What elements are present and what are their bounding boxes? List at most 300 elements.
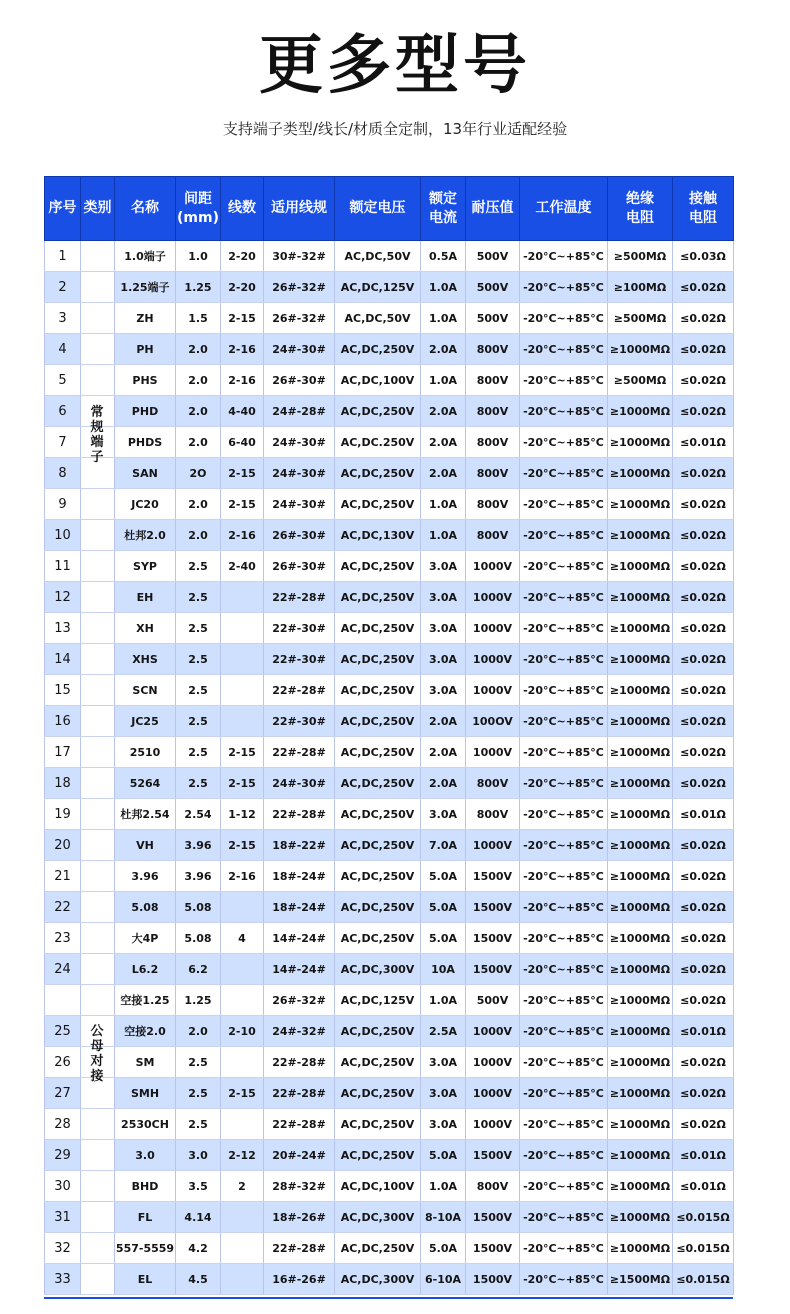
cell-category (81, 365, 115, 396)
cell-wires: 2-15 (221, 1078, 264, 1109)
cell-no: 9 (45, 489, 81, 520)
cell-insulation-resistance: ≥1000MΩ (608, 520, 673, 551)
cell-pitch: 3.96 (176, 830, 221, 861)
cell-operating-temp: -20°C~+85°C (520, 768, 608, 799)
cell-wire-gauge: 22#-28# (264, 1078, 335, 1109)
cell-contact-resistance: ≤0.01Ω (673, 1016, 734, 1047)
cell-rated-current: 5.0A (421, 1140, 466, 1171)
cell-rated-current: 8-10A (421, 1202, 466, 1233)
cell-no: 20 (45, 830, 81, 861)
cell-no: 11 (45, 551, 81, 582)
cell-rated-current: 2.0A (421, 706, 466, 737)
cell-contact-resistance: ≤0.02Ω (673, 613, 734, 644)
cell-contact-resistance: ≤0.02Ω (673, 768, 734, 799)
cell-wire-gauge: 24#-28# (264, 396, 335, 427)
table-row (45, 706, 734, 737)
cell-contact-resistance: ≤0.02Ω (673, 1109, 734, 1140)
cell-no: 25 (45, 1016, 81, 1047)
cell-withstand-voltage: 1000V (466, 1109, 520, 1140)
cell-no: 4 (45, 334, 81, 365)
cell-rated-current: 1.0A (421, 1171, 466, 1202)
cell-operating-temp: -20°C~+85°C (520, 427, 608, 458)
cell-wire-gauge: 24#-30# (264, 768, 335, 799)
cell-withstand-voltage: 800V (466, 427, 520, 458)
header-withstand-voltage: 耐压值 (466, 177, 520, 241)
cell-operating-temp: -20°C~+85°C (520, 1109, 608, 1140)
cell-withstand-voltage: 1000V (466, 1078, 520, 1109)
cell-withstand-voltage: 800V (466, 396, 520, 427)
cell-no: 28 (45, 1109, 81, 1140)
cell-category (81, 954, 115, 985)
cell-name: JC20 (115, 489, 176, 520)
cell-rated-voltage: AC,DC,250V (335, 1078, 421, 1109)
cell-rated-voltage: AC,DC,250V (335, 1047, 421, 1078)
cell-insulation-resistance: ≥1000MΩ (608, 582, 673, 613)
cell-wire-gauge: 22#-28# (264, 582, 335, 613)
cell-wires: 2-20 (221, 272, 264, 303)
cell-rated-current: 10A (421, 954, 466, 985)
cell-wires: 2-40 (221, 551, 264, 582)
cell-insulation-resistance: ≥1500MΩ (608, 1264, 673, 1295)
cell-pitch: 2.5 (176, 1078, 221, 1109)
cell-no: 16 (45, 706, 81, 737)
cell-operating-temp: -20°C~+85°C (520, 334, 608, 365)
cell-wire-gauge: 22#-28# (264, 1047, 335, 1078)
cell-category (81, 1233, 115, 1264)
cell-category (81, 985, 115, 1016)
cell-pitch: 5.08 (176, 923, 221, 954)
cell-name: 2510 (115, 737, 176, 768)
cell-operating-temp: -20°C~+85°C (520, 954, 608, 985)
cell-wires (221, 892, 264, 923)
header-rated-voltage: 额定电压 (335, 177, 421, 241)
cell-rated-voltage: AC,DC,50V (335, 303, 421, 334)
cell-contact-resistance: ≤0.02Ω (673, 489, 734, 520)
cell-withstand-voltage: 800V (466, 1171, 520, 1202)
cell-name: 1.0端子 (115, 241, 176, 272)
cell-wires: 2-15 (221, 768, 264, 799)
cell-pitch: 6.2 (176, 954, 221, 985)
cell-rated-current: 2.0A (421, 768, 466, 799)
cell-rated-voltage: AC,DC,250V (335, 334, 421, 365)
cell-rated-current: 5.0A (421, 923, 466, 954)
cell-rated-current: 5.0A (421, 892, 466, 923)
cell-operating-temp: -20°C~+85°C (520, 303, 608, 334)
cell-withstand-voltage: 500V (466, 303, 520, 334)
cell-contact-resistance: ≤0.015Ω (673, 1233, 734, 1264)
cell-rated-current: 2.0A (421, 458, 466, 489)
cell-rated-current: 3.0A (421, 644, 466, 675)
cell-contact-resistance: ≤0.01Ω (673, 1140, 734, 1171)
table-row (45, 427, 734, 458)
cell-contact-resistance: ≤0.02Ω (673, 706, 734, 737)
cell-category (81, 706, 115, 737)
cell-operating-temp: -20°C~+85°C (520, 799, 608, 830)
cell-wires (221, 582, 264, 613)
cell-name: PHDS (115, 427, 176, 458)
cell-rated-current: 3.0A (421, 799, 466, 830)
cell-contact-resistance: ≤0.02Ω (673, 334, 734, 365)
cell-operating-temp: -20°C~+85°C (520, 830, 608, 861)
cell-name: 3.0 (115, 1140, 176, 1171)
cell-rated-voltage: AC,DC,50V (335, 241, 421, 272)
cell-wire-gauge: 22#-28# (264, 799, 335, 830)
cell-rated-current: 7.0A (421, 830, 466, 861)
cell-rated-current: 3.0A (421, 582, 466, 613)
cell-no: 12 (45, 582, 81, 613)
cell-pitch: 2.5 (176, 613, 221, 644)
cell-contact-resistance: ≤0.02Ω (673, 1078, 734, 1109)
cell-operating-temp: -20°C~+85°C (520, 737, 608, 768)
table-row (45, 241, 734, 272)
cell-no: 10 (45, 520, 81, 551)
cell-rated-voltage: AC,DC,100V (335, 1171, 421, 1202)
cell-insulation-resistance: ≥1000MΩ (608, 675, 673, 706)
cell-wire-gauge: 14#-24# (264, 923, 335, 954)
cell-insulation-resistance: ≥1000MΩ (608, 644, 673, 675)
cell-insulation-resistance: ≥1000MΩ (608, 613, 673, 644)
cell-wires (221, 644, 264, 675)
cell-insulation-resistance: ≥1000MΩ (608, 427, 673, 458)
cell-rated-current: 2.0A (421, 737, 466, 768)
cell-pitch: 3.0 (176, 1140, 221, 1171)
cell-name: 5.08 (115, 892, 176, 923)
cell-category (81, 1264, 115, 1295)
cell-withstand-voltage: 1000V (466, 613, 520, 644)
cell-withstand-voltage: 800V (466, 489, 520, 520)
cell-pitch: 4.5 (176, 1264, 221, 1295)
cell-operating-temp: -20°C~+85°C (520, 892, 608, 923)
cell-rated-current: 2.0A (421, 427, 466, 458)
cell-insulation-resistance: ≥1000MΩ (608, 551, 673, 582)
cell-operating-temp: -20°C~+85°C (520, 582, 608, 613)
cell-contact-resistance: ≤0.02Ω (673, 551, 734, 582)
cell-no: 24 (45, 954, 81, 985)
cell-rated-current: 3.0A (421, 1078, 466, 1109)
cell-no: 22 (45, 892, 81, 923)
cell-withstand-voltage: 1500V (466, 1202, 520, 1233)
cell-wires: 2-15 (221, 303, 264, 334)
cell-wires (221, 1202, 264, 1233)
cell-withstand-voltage: 1500V (466, 892, 520, 923)
cell-name: XHS (115, 644, 176, 675)
header-category: 类别 (81, 177, 115, 241)
cell-withstand-voltage: 800V (466, 520, 520, 551)
cell-pitch: 1.25 (176, 272, 221, 303)
table-row (45, 613, 734, 644)
cell-pitch: 3.5 (176, 1171, 221, 1202)
cell-contact-resistance: ≤0.02Ω (673, 644, 734, 675)
cell-rated-current: 5.0A (421, 1233, 466, 1264)
cell-category (81, 489, 115, 520)
table-row (45, 768, 734, 799)
cell-no: 30 (45, 1171, 81, 1202)
cell-rated-voltage: AC,DC,250V (335, 1140, 421, 1171)
cell-withstand-voltage: 1500V (466, 1233, 520, 1264)
cell-insulation-resistance: ≥1000MΩ (608, 1171, 673, 1202)
cell-category (81, 644, 115, 675)
table-row (45, 582, 734, 613)
cell-rated-current: 2.5A (421, 1016, 466, 1047)
cell-withstand-voltage: 500V (466, 985, 520, 1016)
table-row (45, 1264, 734, 1295)
cell-rated-current: 1.0A (421, 303, 466, 334)
header-insulation-resistance: 绝缘 电阻 (608, 177, 673, 241)
cell-operating-temp: -20°C~+85°C (520, 923, 608, 954)
cell-rated-voltage: AC,DC,250V (335, 768, 421, 799)
cell-rated-voltage: AC,DC,250V (335, 1233, 421, 1264)
cell-name: EH (115, 582, 176, 613)
cell-category (81, 737, 115, 768)
cell-name: FL (115, 1202, 176, 1233)
cell-category (81, 892, 115, 923)
cell-wire-gauge: 26#-32# (264, 985, 335, 1016)
cell-no: 17 (45, 737, 81, 768)
cell-contact-resistance: ≤0.02Ω (673, 396, 734, 427)
cell-operating-temp: -20°C~+85°C (520, 613, 608, 644)
page-subtitle: 支持端子类型/线长/材质全定制，13年行业适配经验 (222, 120, 568, 138)
cell-category (81, 1109, 115, 1140)
cell-no: 2 (45, 272, 81, 303)
cell-rated-current: 1.0A (421, 365, 466, 396)
cell-no (45, 985, 81, 1016)
cell-no: 21 (45, 861, 81, 892)
header-wire-gauge: 适用线规 (264, 177, 335, 241)
cell-operating-temp: -20°C~+85°C (520, 1171, 608, 1202)
cell-contact-resistance: ≤0.02Ω (673, 272, 734, 303)
cell-contact-resistance: ≤0.015Ω (673, 1202, 734, 1233)
cell-insulation-resistance: ≥1000MΩ (608, 1202, 673, 1233)
category-label-mating: 公母对接 (90, 1024, 104, 1084)
cell-name: XH (115, 613, 176, 644)
cell-rated-voltage: AC,DC.250V (335, 427, 421, 458)
cell-wire-gauge: 26#-30# (264, 551, 335, 582)
cell-wire-gauge: 22#-30# (264, 644, 335, 675)
cell-rated-current: 1.0A (421, 985, 466, 1016)
cell-insulation-resistance: ≥100MΩ (608, 272, 673, 303)
cell-wires (221, 613, 264, 644)
cell-no: 13 (45, 613, 81, 644)
cell-operating-temp: -20°C~+85°C (520, 1047, 608, 1078)
cell-name: 5264 (115, 768, 176, 799)
cell-withstand-voltage: 1000V (466, 1016, 520, 1047)
cell-name: 557-5559 (115, 1233, 176, 1264)
cell-insulation-resistance: ≥1000MΩ (608, 334, 673, 365)
header-pitch: 间距 (mm) (176, 177, 221, 241)
table-row (45, 1140, 734, 1171)
cell-rated-current: 3.0A (421, 1047, 466, 1078)
cell-operating-temp: -20°C~+85°C (520, 861, 608, 892)
cell-wire-gauge: 26#-30# (264, 520, 335, 551)
cell-withstand-voltage: 800V (466, 334, 520, 365)
cell-operating-temp: -20°C~+85°C (520, 365, 608, 396)
cell-withstand-voltage: 1000V (466, 675, 520, 706)
cell-rated-voltage: AC,DC,250V (335, 582, 421, 613)
cell-wires (221, 1264, 264, 1295)
cell-operating-temp: -20°C~+85°C (520, 551, 608, 582)
cell-contact-resistance: ≤0.015Ω (673, 1264, 734, 1295)
cell-category (81, 768, 115, 799)
table-row (45, 799, 734, 830)
cell-withstand-voltage: 1000V (466, 551, 520, 582)
cell-rated-current: 3.0A (421, 551, 466, 582)
cell-withstand-voltage: 1000V (466, 830, 520, 861)
table-row (45, 923, 734, 954)
cell-insulation-resistance: ≥1000MΩ (608, 799, 673, 830)
header-wires: 线数 (221, 177, 264, 241)
cell-name: ZH (115, 303, 176, 334)
cell-no: 29 (45, 1140, 81, 1171)
cell-category (81, 799, 115, 830)
cell-wires (221, 706, 264, 737)
cell-pitch: 2.5 (176, 1047, 221, 1078)
cell-insulation-resistance: ≥1000MΩ (608, 1140, 673, 1171)
cell-no: 3 (45, 303, 81, 334)
cell-wires: 2-15 (221, 830, 264, 861)
cell-name: 1.25端子 (115, 272, 176, 303)
cell-rated-current: 1.0A (421, 489, 466, 520)
cell-contact-resistance: ≤0.01Ω (673, 1171, 734, 1202)
cell-insulation-resistance: ≥1000MΩ (608, 396, 673, 427)
table-row (45, 1202, 734, 1233)
cell-wire-gauge: 22#-30# (264, 706, 335, 737)
table-row (45, 1109, 734, 1140)
cell-pitch: 2.0 (176, 427, 221, 458)
cell-wire-gauge: 24#-30# (264, 334, 335, 365)
cell-insulation-resistance: ≥1000MΩ (608, 458, 673, 489)
cell-wires (221, 675, 264, 706)
cell-rated-voltage: AC,DC,250V (335, 892, 421, 923)
cell-name: SM (115, 1047, 176, 1078)
cell-no: 33 (45, 1264, 81, 1295)
cell-category (81, 334, 115, 365)
cell-name: PHS (115, 365, 176, 396)
cell-pitch: 2.5 (176, 675, 221, 706)
cell-name: 大4P (115, 923, 176, 954)
cell-rated-current: 1.0A (421, 520, 466, 551)
cell-name: SCN (115, 675, 176, 706)
cell-pitch: 1.5 (176, 303, 221, 334)
cell-wires: 2-15 (221, 737, 264, 768)
cell-wire-gauge: 22#-28# (264, 675, 335, 706)
cell-category (81, 520, 115, 551)
cell-rated-voltage: AC,DC,250V (335, 799, 421, 830)
cell-contact-resistance: ≤0.02Ω (673, 737, 734, 768)
cell-pitch: 2.5 (176, 644, 221, 675)
cell-wire-gauge: 26#-32# (264, 272, 335, 303)
cell-name: L6.2 (115, 954, 176, 985)
cell-rated-current: 3.0A (421, 613, 466, 644)
cell-wires: 4 (221, 923, 264, 954)
table-row (45, 861, 734, 892)
category-label-regular: 常规端子 (90, 405, 104, 465)
cell-rated-voltage: AC,DC,250V (335, 706, 421, 737)
cell-wire-gauge: 22#-28# (264, 1233, 335, 1264)
cell-no: 6 (45, 396, 81, 427)
cell-rated-voltage: AC,DC,300V (335, 954, 421, 985)
cell-withstand-voltage: 1500V (466, 1140, 520, 1171)
cell-operating-temp: -20°C~+85°C (520, 675, 608, 706)
table-row (45, 737, 734, 768)
cell-contact-resistance: ≤0.02Ω (673, 923, 734, 954)
cell-rated-voltage: AC,DC,250V (335, 737, 421, 768)
cell-insulation-resistance: ≥500MΩ (608, 303, 673, 334)
cell-rated-current: 3.0A (421, 675, 466, 706)
table-row (45, 1047, 734, 1078)
cell-operating-temp: -20°C~+85°C (520, 706, 608, 737)
header-no: 序号 (45, 177, 81, 241)
cell-operating-temp: -20°C~+85°C (520, 1233, 608, 1264)
cell-category (81, 303, 115, 334)
cell-wire-gauge: 16#-26# (264, 1264, 335, 1295)
cell-category (81, 830, 115, 861)
table-row (45, 830, 734, 861)
cell-rated-voltage: AC,DC,300V (335, 1202, 421, 1233)
cell-rated-current: 2.0A (421, 334, 466, 365)
table-row (45, 954, 734, 985)
cell-insulation-resistance: ≥1000MΩ (608, 1109, 673, 1140)
cell-no: 18 (45, 768, 81, 799)
cell-contact-resistance: ≤0.02Ω (673, 582, 734, 613)
cell-name: 杜邦2.0 (115, 520, 176, 551)
cell-insulation-resistance: ≥1000MΩ (608, 892, 673, 923)
cell-wire-gauge: 14#-24# (264, 954, 335, 985)
cell-pitch: 2.5 (176, 551, 221, 582)
cell-withstand-voltage: 1500V (466, 861, 520, 892)
cell-pitch: 1.0 (176, 241, 221, 272)
cell-contact-resistance: ≤0.02Ω (673, 458, 734, 489)
cell-no: 1 (45, 241, 81, 272)
cell-wires: 1-12 (221, 799, 264, 830)
cell-name: JC25 (115, 706, 176, 737)
header-contact-resistance: 接触 电阻 (673, 177, 734, 241)
cell-wire-gauge: 18#-26# (264, 1202, 335, 1233)
cell-insulation-resistance: ≥500MΩ (608, 241, 673, 272)
table-row (45, 334, 734, 365)
cell-category (81, 675, 115, 706)
cell-wire-gauge: 26#-30# (264, 365, 335, 396)
cell-category (81, 1171, 115, 1202)
cell-no: 5 (45, 365, 81, 396)
cell-rated-current: 3.0A (421, 1109, 466, 1140)
cell-contact-resistance: ≤0.02Ω (673, 985, 734, 1016)
table-row (45, 365, 734, 396)
cell-name: BHD (115, 1171, 176, 1202)
cell-withstand-voltage: 500V (466, 272, 520, 303)
cell-pitch: 2.0 (176, 489, 221, 520)
cell-rated-voltage: AC,DC,250V (335, 861, 421, 892)
cell-name: 空接1.25 (115, 985, 176, 1016)
cell-wire-gauge: 24#-30# (264, 489, 335, 520)
cell-name: SMH (115, 1078, 176, 1109)
cell-rated-voltage: AC,DC,250V (335, 1016, 421, 1047)
cell-pitch: 2.0 (176, 1016, 221, 1047)
cell-wires (221, 985, 264, 1016)
cell-rated-voltage: AC,DC,250V (335, 923, 421, 954)
cell-wire-gauge: 24#-30# (264, 427, 335, 458)
cell-insulation-resistance: ≥1000MΩ (608, 954, 673, 985)
cell-name: 2530CH (115, 1109, 176, 1140)
cell-wire-gauge: 30#-32# (264, 241, 335, 272)
cell-name: EL (115, 1264, 176, 1295)
cell-insulation-resistance: ≥1000MΩ (608, 1078, 673, 1109)
cell-insulation-resistance: ≥1000MΩ (608, 985, 673, 1016)
cell-pitch: 2.5 (176, 582, 221, 613)
table-row (45, 551, 734, 582)
cell-no: 8 (45, 458, 81, 489)
cell-wire-gauge: 22#-28# (264, 1109, 335, 1140)
cell-no: 7 (45, 427, 81, 458)
